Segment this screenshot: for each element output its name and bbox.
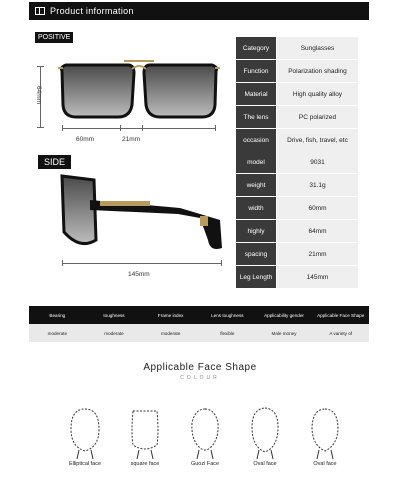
temple-length-label: 145mm xyxy=(128,271,150,278)
feature-header-cell: toughness xyxy=(103,312,125,318)
spec-key: spacing xyxy=(236,243,276,265)
feature-header-cell: Lens toughness xyxy=(211,312,244,318)
lens-width-label: 60mm xyxy=(76,136,95,143)
face-outline-icon xyxy=(185,403,225,459)
face-outline-icon xyxy=(305,403,345,459)
face-shape-label: Elliptical face xyxy=(68,461,102,467)
spec-value: 31.1g xyxy=(276,174,358,196)
spec-row xyxy=(236,174,358,197)
spec-value: 64mm xyxy=(276,220,358,242)
dimension-tick xyxy=(120,125,121,131)
dimension-tick xyxy=(215,125,216,131)
dimension-tick xyxy=(62,260,63,266)
spec-row xyxy=(236,129,358,152)
spec-row xyxy=(236,243,358,266)
face-shape-item xyxy=(240,403,290,467)
face-shape-label: square face xyxy=(130,461,160,467)
face-shape-label: Guozi Face xyxy=(190,461,220,467)
bridge-label: 21mm xyxy=(122,136,141,143)
section-header xyxy=(29,2,369,20)
book-icon xyxy=(35,7,45,15)
face-shape-item xyxy=(60,403,110,467)
spec-key: The lens xyxy=(236,106,276,128)
spec-row xyxy=(236,83,358,106)
dimension-tick xyxy=(221,260,222,266)
spec-value: 9031 xyxy=(276,151,358,173)
spec-key: weight xyxy=(236,174,276,196)
face-shape-item xyxy=(180,403,230,467)
positive-tag: POSITIVE xyxy=(35,32,73,43)
feature-header-cell: Applicability gender xyxy=(264,312,304,318)
spec-key: model xyxy=(236,151,276,173)
face-shape-label: Oval face xyxy=(253,461,277,467)
spec-row xyxy=(236,266,358,289)
spec-table-general xyxy=(236,37,358,152)
feature-value-cell: flexible xyxy=(220,330,235,336)
dimension-tick xyxy=(142,125,143,131)
spec-key: Material xyxy=(236,83,276,105)
feature-header-cell: Bearing xyxy=(49,312,66,318)
feature-header-row xyxy=(29,306,369,324)
feature-value-row xyxy=(29,324,369,342)
spec-table-measurements xyxy=(236,151,358,289)
face-outline-icon xyxy=(65,403,105,459)
spec-value: Drive, fish, travel, etc xyxy=(276,129,358,151)
feature-value-cell: A variety of xyxy=(329,330,353,336)
spec-key: Leg Length xyxy=(236,266,276,288)
face-outline-icon xyxy=(125,403,165,459)
spec-key: Category xyxy=(236,37,276,59)
spec-value: Polarization shading xyxy=(276,60,358,82)
temple-dimension-line xyxy=(62,263,222,264)
width-dimension-line xyxy=(62,128,216,129)
feature-value-cell: moderate xyxy=(104,330,124,336)
spec-key: width xyxy=(236,197,276,219)
spec-value: Sunglasses xyxy=(276,37,358,59)
height-dimension-label: 64mm xyxy=(35,86,42,105)
spec-row xyxy=(236,197,358,220)
spec-row xyxy=(236,220,358,243)
face-shape-label: Oval face xyxy=(313,461,337,467)
feature-value-cell: moderate xyxy=(160,330,181,336)
spec-row xyxy=(236,60,358,83)
spec-value: PC polarized xyxy=(276,106,358,128)
face-outline-icon xyxy=(245,403,285,459)
height-dimension-cap xyxy=(37,66,44,67)
height-dimension-cap xyxy=(37,127,44,128)
spec-value: High quality alloy xyxy=(276,83,358,105)
spec-row xyxy=(236,106,358,129)
spec-row xyxy=(236,37,358,60)
feature-header-cell: Frame index xyxy=(157,312,184,318)
spec-key: Function xyxy=(236,60,276,82)
face-shape-item xyxy=(120,403,170,467)
header-title: Product information xyxy=(50,6,134,16)
face-shape-title: Applicable Face Shape xyxy=(143,362,257,373)
feature-table xyxy=(29,306,369,342)
spec-row xyxy=(236,151,358,174)
front-view-sunglasses-image xyxy=(58,55,220,135)
feature-value-cell: moderate xyxy=(47,330,68,336)
side-tag: SIDE xyxy=(38,155,71,169)
feature-value-cell: Male money xyxy=(271,330,297,336)
face-shape-subtitle: COLOUR xyxy=(180,375,220,381)
spec-key: highly xyxy=(236,220,276,242)
spec-value: 21mm xyxy=(276,243,358,265)
spec-key: occasion xyxy=(236,129,276,151)
feature-header-cell: Applicable Face Shape xyxy=(317,312,365,318)
dimension-tick xyxy=(62,125,63,131)
face-shape-list xyxy=(60,403,350,467)
side-view-sunglasses-image xyxy=(60,170,225,255)
face-shape-item xyxy=(300,403,350,467)
spec-value: 60mm xyxy=(276,197,358,219)
spec-value: 145mm xyxy=(276,266,358,288)
